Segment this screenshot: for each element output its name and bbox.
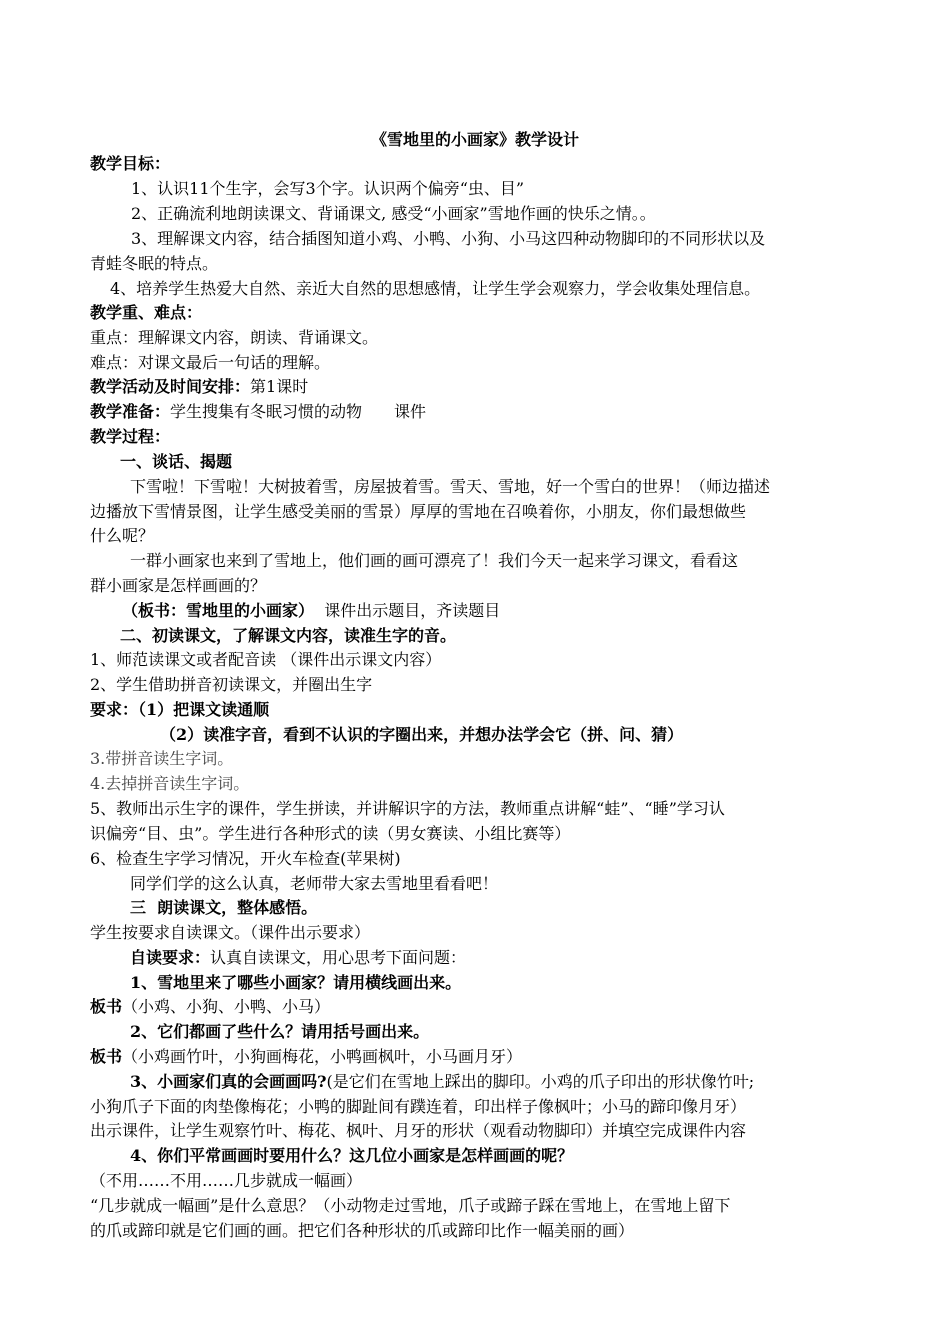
self-reading-label: 自读要求： [130,948,211,967]
question-3: 3、小画家们真的会画画吗? [130,1072,327,1091]
question-2: 2、它们都画了些什么？请用括号画出来。 [130,1022,430,1041]
section-2-item-4: 4.去掉拼音读生字词。 [90,774,250,793]
section-2-item-3: 3.带拼音读生字词。 [90,749,234,768]
board-1-value: （小鸡、小狗、小鸭、小马） [122,997,331,1016]
section-2-item-2: 2、学生借助拼音初读课文，并圈出生字 [90,675,373,694]
question-4-line-2: “几步就成一幅画”是什么意思？（小动物走过雪地，爪子或蹄子踩在雪地上，在雪地上留下 [90,1196,731,1215]
goal-1: 1、认识11个生字，会写3个字。认识两个偏旁“虫、目” [131,179,525,198]
requirement-2: （2）读准字音，看到不认识的字圈出来，并想办法学会它（拼、问、猜） [160,725,684,744]
schedule-label: 教学活动及时间安排： [90,377,251,396]
question-3-line [130,1070,754,1094]
goal-2: 2、正确流利地朗读课文、背诵课文, 感受“小画家”雪地作画的快乐之情。。 [131,204,656,223]
transition-line: 同学们学的这么认真，老师带大家去雪地里看看吧！ [130,874,499,893]
prep-value: 学生搜集有冬眠习惯的动物 课件 [170,402,427,421]
board-1-line [90,995,330,1019]
goals-heading: 教学目标： [90,154,171,173]
prep-label: 教学准备： [90,402,171,421]
section-2-item-1: 1、师范读课文或者配音读 （课件出示课文内容） [90,650,442,669]
board-line [122,599,500,623]
goal-4: 4、培养学生热爱大自然、亲近大自然的思想感情，让学生学会观察力，学会收集处理信息。 [110,279,761,298]
para-1-line-3: 什么呢？ [90,526,155,545]
board-2-value: （小鸡画竹叶，小狗画梅花，小鸭画枫叶，小马画月牙） [122,1047,523,1066]
para-1-line-1: 下雪啦！下雪啦！大树披着雪，房屋披着雪。雪天、雪地，好一个雪白的世界！（师边描述 [130,477,771,496]
section-2-item-5-line-2: 识偏旁“目、虫”。学生进行各种形式的读（男女赛读、小组比赛等） [90,824,571,843]
board-title: （板书：雪地里的小画家） [122,601,315,620]
schedule-line [90,375,308,399]
section-3-heading: 三 朗读课文，整体感悟。 [130,898,318,917]
board-2-label: 板书 [90,1047,123,1066]
question-4-line-3: 的爪或蹄印就是它们画的画。把它们各种形状的爪或蹄印比作一幅美丽的画） [90,1221,635,1240]
requirement-1: 要求：（1）把课文读通顺 [90,700,270,719]
question-3-line-2: 小狗爪子下面的肉垫像梅花；小鸭的脚趾间有蹼连着，印出样子像枫叶；小马的蹄印像月牙） [90,1097,747,1116]
question-3-answer: (是它们在雪地上踩出的脚印。小鸡的爪子印出的形状像竹叶; [326,1072,755,1091]
section-2-item-5-line-1: 5、教师出示生字的课件，学生拼读，并讲解识字的方法，教师重点讲解“蛙”、“睡”学习认 [90,799,725,818]
goal-3-line-1: 3、理解课文内容，结合插图知道小鸡、小鸭、小狗、小马这四种动物脚印的不同形状以及 [131,229,766,248]
key-difficult-heading: 教学重、难点： [90,303,203,322]
question-4-line-1: （不用……不用……几步就成一幅画） [90,1171,363,1190]
section-3-item-1: 学生按要求自读课文。（课件出示要求） [90,923,371,942]
section-2-item-6: 6、检查生字学习情况，开火车检查(苹果树) [90,849,401,868]
para-2-line-2: 群小画家是怎样画画的？ [90,576,267,595]
difficult-point: 难点：对课文最后一句话的理解。 [90,353,331,372]
para-1-line-2: 边播放下雪情景图，让学生感受美丽的雪景）厚厚的雪地在召唤着你，小朋友，你们最想做些 [90,502,747,521]
page-title: 《雪地里的小画家》教学设计 [370,130,579,149]
board-1-label: 板书 [90,997,123,1016]
section-1-heading: 一、谈话、揭题 [120,452,233,471]
question-1: 1、雪地里来了哪些小画家？请用横线画出来。 [130,973,462,992]
self-reading-line [130,946,466,970]
self-reading-value: 认真自读课文，用心思考下面问题： [210,948,467,967]
board-note: 课件出示题目，齐读题目 [324,601,501,620]
key-point: 重点：理解课文内容，朗读、背诵课文。 [90,328,379,347]
process-heading: 教学过程： [90,427,171,446]
section-2-heading: 二、初读课文，了解课文内容，读准生字的音。 [120,626,457,645]
goal-3-line-2: 青蛙冬眠的特点。 [90,254,219,273]
prep-line [90,400,426,424]
para-2-line-1: 一群小画家也来到了雪地上，他们画的画可漂亮了！我们今天一起来学习课文，看看这 [130,551,739,570]
question-4: 4、你们平常画画时要用什么？这几位小画家是怎样画画的呢？ [130,1146,574,1165]
schedule-value: 第1课时 [250,377,309,396]
question-3-line-3: 出示课件，让学生观察竹叶、梅花、枫叶、月牙的形状（观看动物脚印）并填空完成课件内容 [90,1121,747,1140]
board-2-line [90,1045,522,1069]
